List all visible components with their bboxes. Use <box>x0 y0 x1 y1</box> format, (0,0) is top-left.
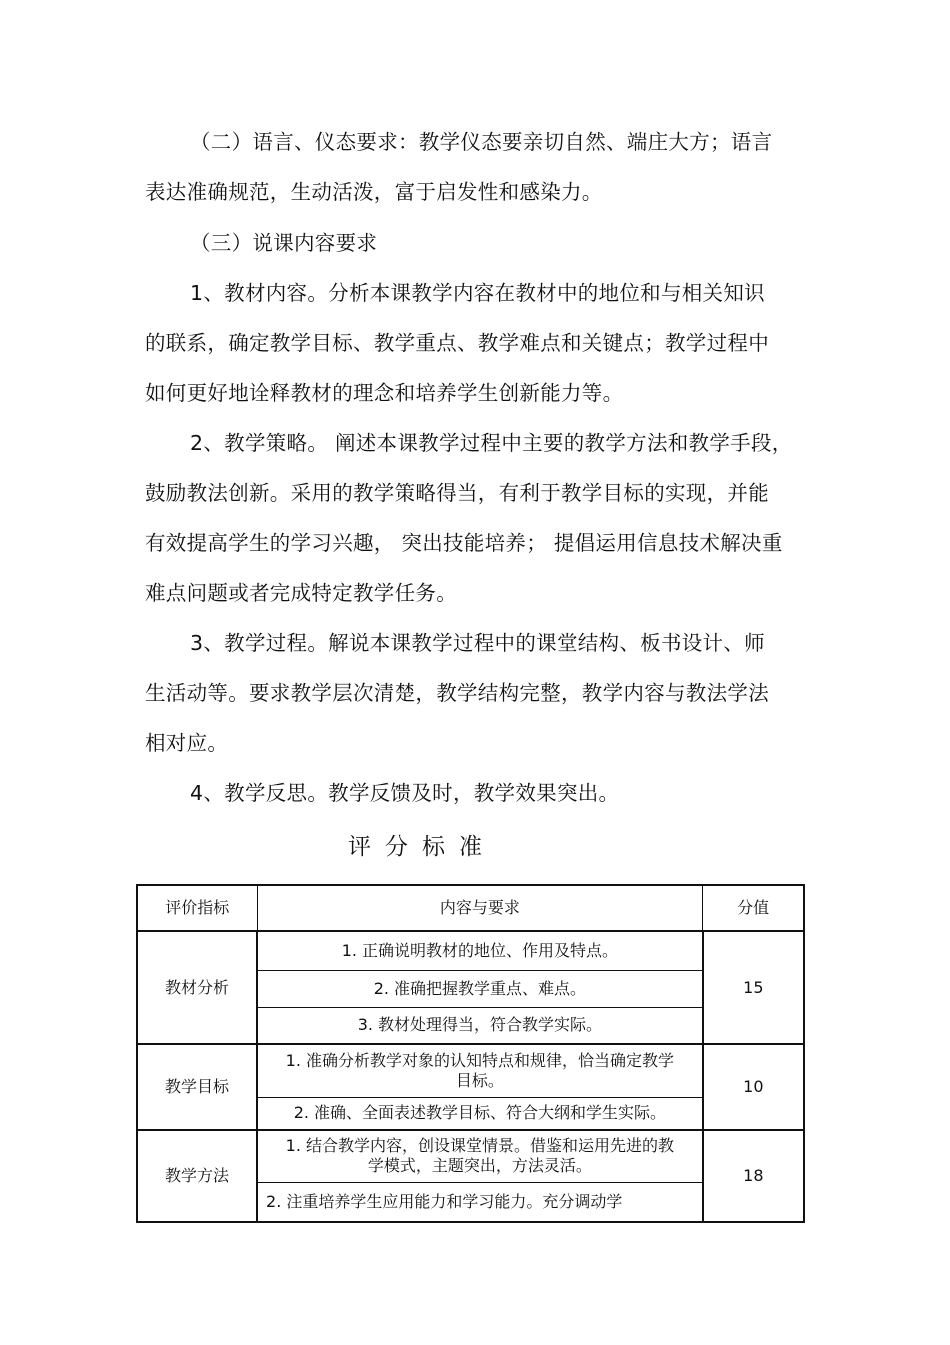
item-cell: 2. 注重培养学生应用能力和学习能力。充分调动学 <box>257 1182 703 1222</box>
indicator-cell: 教学目标 <box>137 1044 257 1130</box>
paragraph-line: 生活动等。要求教学层次清楚，教学结构完整，教学内容与教法学法 <box>145 681 769 705</box>
table-row <box>137 1130 804 1182</box>
item-text: 1. 结合教学内容，创设课堂情景。借鉴和运用先进的教学模式，主题突出，方法灵活。 <box>285 1136 675 1176</box>
header-cell: 评价指标 <box>137 885 257 931</box>
paragraph-line: 2、教学策略。 阐述本课教学过程中主要的教学方法和教学手段， <box>190 431 793 455</box>
paragraph-line: 3、教学过程。解说本课教学过程中的课堂结构、板书设计、师 <box>190 631 765 655</box>
paragraph-line: 难点问题或者完成特定教学任务。 <box>145 581 457 605</box>
paragraph-line: 1、教材内容。分析本课教学内容在教材中的地位和与相关知识 <box>190 281 765 305</box>
score-cell: 15 <box>703 931 804 1044</box>
score-cell: 10 <box>703 1044 804 1130</box>
header-cell: 内容与要求 <box>257 885 703 931</box>
paragraph-line: 相对应。 <box>145 731 229 755</box>
header-cell: 分值 <box>703 885 804 931</box>
item-cell: 1. 正确说明教材的地位、作用及特点。 <box>257 931 703 970</box>
item-cell <box>257 1044 703 1097</box>
indicator-cell: 教学方法 <box>137 1130 257 1222</box>
table-row <box>137 931 804 970</box>
item-cell: 2. 准确、全面表述教学目标、符合大纲和学生实际。 <box>257 1097 703 1130</box>
section-title: 评分标准 <box>348 834 496 860</box>
score-cell: 18 <box>703 1130 804 1222</box>
paragraph-line: 4、教学反思。教学反馈及时，教学效果突出。 <box>190 781 620 805</box>
paragraph-line: 表达准确规范，生动活泼，富于启发性和感染力。 <box>145 180 603 204</box>
paragraph-line: 有效提高学生的学习兴趣， 突出技能培养； 提倡运用信息技术解决重 <box>145 531 783 555</box>
paragraph-line: 如何更好地诠释教材的理念和培养学生创新能力等。 <box>145 381 624 405</box>
table-header-row <box>137 885 804 931</box>
item-cell <box>257 1130 703 1182</box>
table-row <box>137 1044 804 1097</box>
indicator-cell: 教材分析 <box>137 931 257 1044</box>
paragraph-line: 鼓励教法创新。采用的教学策略得当，有利于教学目标的实现，并能 <box>145 481 769 505</box>
item-text: 1. 准确分析教学对象的认知特点和规律，恰当确定教学目标。 <box>285 1050 675 1090</box>
item-cell: 3. 教材处理得当，符合教学实际。 <box>257 1007 703 1044</box>
paragraph-line: 的联系，确定教学目标、教学重点、教学难点和关键点；教学过程中 <box>145 331 769 355</box>
scoring-table <box>136 884 805 1223</box>
paragraph-line: （二）语言、仪态要求：教学仪态要亲切自然、端庄大方；语言 <box>190 130 773 154</box>
paragraph-line: （三）说课内容要求 <box>190 231 378 255</box>
item-cell: 2. 准确把握教学重点、难点。 <box>257 970 703 1007</box>
